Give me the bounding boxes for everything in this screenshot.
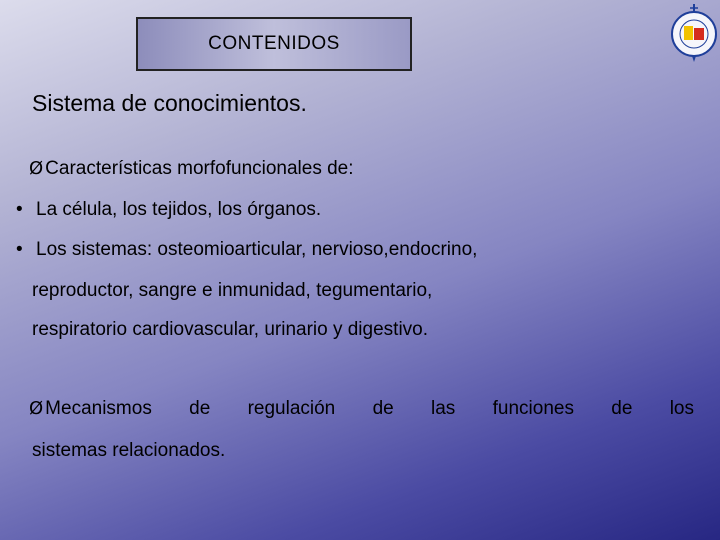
list-item-continuation: reproductor, sangre e inmunidad, tegumentario,	[32, 280, 433, 301]
list-item	[16, 199, 321, 221]
list-item-text: La célula, los tejidos, los órganos.	[36, 199, 322, 220]
section2-line1: Mecanismos de regulación de las funciones de los	[45, 398, 694, 419]
section1-heading: Características morfofuncionales de:	[45, 158, 354, 179]
list-item	[16, 239, 477, 261]
arrow-bullet-icon: Ø	[29, 398, 44, 419]
section1-heading-row	[29, 158, 354, 180]
list-item-text: Los sistemas: osteomioarticular, nervioso,endocrino,	[36, 239, 478, 260]
university-seal-icon	[668, 0, 720, 64]
arrow-bullet-icon: Ø	[29, 158, 44, 179]
list-item-continuation: respiratorio cardiovascular, urinario y digestivo.	[32, 319, 429, 340]
slide-title: CONTENIDOS	[208, 33, 340, 54]
bullet-icon: •	[16, 199, 23, 220]
section2-line2: sistemas relacionados.	[32, 440, 226, 461]
title-box	[136, 17, 412, 71]
bullet-icon: •	[16, 239, 23, 260]
section2-heading-row	[29, 398, 694, 420]
subtitle: Sistema de conocimientos.	[32, 90, 307, 116]
